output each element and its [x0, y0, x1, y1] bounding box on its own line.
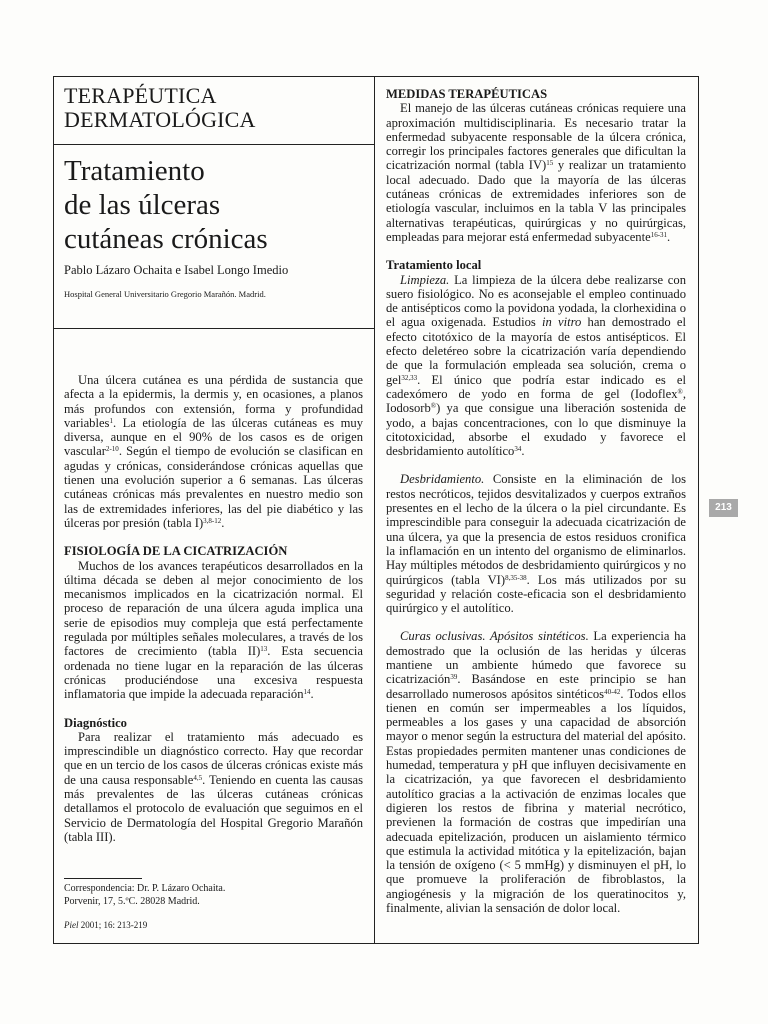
intro-paragraph: Una úlcera cutánea es una pérdida de sustancia que afecta a la epidermis, la dermis y, en ocasiones, a planos más profundos con extensión, forma y profundidad variables$^1$. La etiología de las úlceras cutáneas es muy diversa, aunque en el 90% de los casos es de origen vascular$^{2-10}$. Según el tiempo de evolución se clasifican en agudas y crónicas, considerándose crónicas aquellas que tienen una evolución superior a 6 semanas. Las úlceras cutáneas crónicas más prevalentes en nuestro medio son las de extremidades inferiores, las del pie diabético y las úlceras por presión (tabla I)$^{3,8-12}$. — [64, 373, 363, 530]
section-heading-tratamiento-local: Tratamiento local — [386, 258, 482, 273]
article-title — [64, 154, 364, 256]
article-title-line: de las úlceras — [64, 189, 221, 221]
reference-superscript: 32,33 — [401, 373, 418, 382]
section-heading-fisiologia: FISIOLOGÍA DE LA CICATRIZACIÓN — [64, 544, 288, 559]
reference-superscript: 2-10 — [105, 445, 119, 454]
column-divider — [374, 76, 375, 944]
header-divider — [53, 144, 375, 145]
reference-superscript: 16-31 — [650, 230, 668, 239]
reference-superscript: 3,8-12 — [203, 516, 222, 525]
desbridamiento-paragraph: Desbridamiento. Consiste en la eliminación de los restos necróticos, tejidos desvitalizados y cuerpos extraños presentes en el lecho de la úlcera o la piel circundante. Es imprescindible para conseguir la adecuada cicatrización de una úlcera, ya que la presencia de estos residuos cronifica la inflamación en un intento del organismo de eliminarlos. Hay múltiples métodos de desbridamiento quirúrgicos y no quirúrgicos (tabla VI)$^{8,35-38}$. Los más utilizados por su seguridad y relación coste-eficacia son el desbridamiento quirúrgico y el autolítico. — [386, 472, 686, 616]
reference-superscript: 13 — [260, 645, 268, 654]
curas-oclusivas-paragraph: Curas oclusivas. Apósitos sintéticos. La experiencia ha demostrado que la oclusión de las heridas y úlceras mantiene un ambiente húmedo que favorece su cicatrización$^{39}$. Basándose en este principio se han desarrollado numerosos apósitos sintéticos$^{40-42}$. Todos ellos tienen en común ser impermeables a los líquidos, permeables a los gases y una capacidad de absorción mayor o menor según la estructura del material del apósito. Estas propiedades permiten mantener unas condiciones de humedad, temperatura y pH que influyen decisivamente en la cicatrización, ya que favorecen el desbridamiento autolítico gracias a la activación de enzimas locales que digieren los restos de fibrina y material necrótico, previenen la formación de costras que impedirían una adecuada epitelización, producen un aislamiento térmico que estimula la actividad mitótica y la epitelización, bajan la tensión de oxígeno (< 5 mmHg) y disminuyen el pH, lo que promueve la proliferación de fibroblastos, la angiogénesis y la migración de los queratinocitos y, finalmente, alivian la sensación de dolor local. — [386, 629, 687, 916]
footnote-rule — [64, 878, 142, 879]
fisiologia-paragraph: Muchos de los avances terapéuticos desarrollados en la última década se deben al mejor conocimiento de los mecanismos implicados en la cicatrización normal. El proceso de reparación de una úlcera aguda implica una serie de episodios muy compleja que está perfectamente regulada por múltiples señales moleculares, a través de los factores de crecimiento (tabla II)$^{13}$. Esta secuencia ordenada no tiene lugar en la reparación de las úlceras crónicas produciéndose una excesiva respuesta inflamatoria que impide la adecuada reparación$^{14}$. — [64, 558, 363, 702]
correspondence-footnote: Correspondencia: Dr. P. Lázaro Ochaita. Porvenir, 17, 5.ºC. 28028 Madrid. — [64, 883, 226, 907]
reference-superscript: 4,5 — [193, 773, 203, 782]
section-heading-medidas: MEDIDAS TERAPÉUTICAS — [386, 87, 548, 101]
limpieza-paragraph: Limpieza. La limpieza de la úlcera debe realizarse con suero fisiológico. No es aconsejable el empleo continuado de antisépticos como la povidona yodada, la clorhexidina o el agua oxigenada. Estudios in vitro han demostrado el efecto citotóxico de la mayoría de estos antisépticos. El efecto deletéreo sobre la cicatrización varía dependiendo de que la formulación empleada sea solución, crema o gel$^{32,33}$. El único que podría estar indicado es el cadexómero de yodo en forma de gel (Iodoflex®, Iodosorb®) ya que consigue una liberación sostenida de yodo, a bajas concentraciones, con lo que disminuye la citotoxicidad, absorbe el exudado y favorece el desbridamiento autolítico$^{34}$. — [386, 272, 686, 459]
registered-mark: ® — [677, 387, 683, 396]
affiliation: Hospital General Universitario Gregorio Marañón. Madrid. — [64, 289, 266, 299]
reference-superscript: 40-42 — [604, 687, 621, 696]
reference-superscript: 34 — [514, 445, 522, 454]
title-block-divider — [53, 328, 375, 329]
section-title — [64, 84, 364, 132]
article-title-line: Tratamiento — [64, 155, 205, 187]
reference-superscript: 1 — [109, 416, 113, 425]
section-title-line: DERMATOLÓGICA — [64, 107, 256, 132]
reference-superscript: 14 — [303, 688, 311, 697]
right-column — [386, 87, 686, 915]
registered-mark: ® — [430, 402, 437, 411]
section-title-line: TERAPÉUTICA — [64, 83, 217, 108]
authors: Pablo Lázaro Ochaita e Isabel Longo Imedio — [64, 263, 289, 277]
reference-superscript: 39 — [450, 673, 458, 682]
medidas-paragraph: El manejo de las úlceras cutáneas crónicas requiere una aproximación multidisciplinaria. Es necesario tratar la enfermedad subyacente responsable de la úlcera crónica, corregir los principales factores generales que dificultan la cicatrización normal (tabla IV)$^{15}$ y realizar un tratamiento local adecuado. Dado que la mayoría de las úlceras cutáneas crónicas de extremidades inferiores son de etiología vascular, incluimos en la tabla V las principales alternativas terapéuticas, quirúrgicas y no quirúrgicas, empleadas para mejorar está enfermedad subyacente$^{16-31}$. — [386, 101, 686, 244]
page-number-badge: 213 — [709, 499, 738, 517]
section-heading-diagnostico: Diagnóstico — [64, 715, 127, 730]
reference-superscript: 8,35-38 — [505, 573, 527, 582]
diagnostico-paragraph: Para realizar el tratamiento más adecuado es imprescindible un diagnóstico correcto. Hay que recordar que en un tercio de los casos de úlceras crónicas existe más de una causa responsable$^{4,5}$. Teniendo en cuenta las causas más prevalentes de las úlceras cutáneas crónicas detallamos el protocolo de evaluación que seguimos en el Servicio de Dermatología del Hospital Gregorio Marañón (tabla III). — [64, 729, 364, 844]
journal-citation: Piel 2001; 16: 213-219 — [64, 920, 148, 930]
article-title-line: cutáneas crónicas — [64, 223, 268, 255]
reference-superscript: 15 — [546, 159, 554, 168]
left-column — [64, 373, 363, 844]
